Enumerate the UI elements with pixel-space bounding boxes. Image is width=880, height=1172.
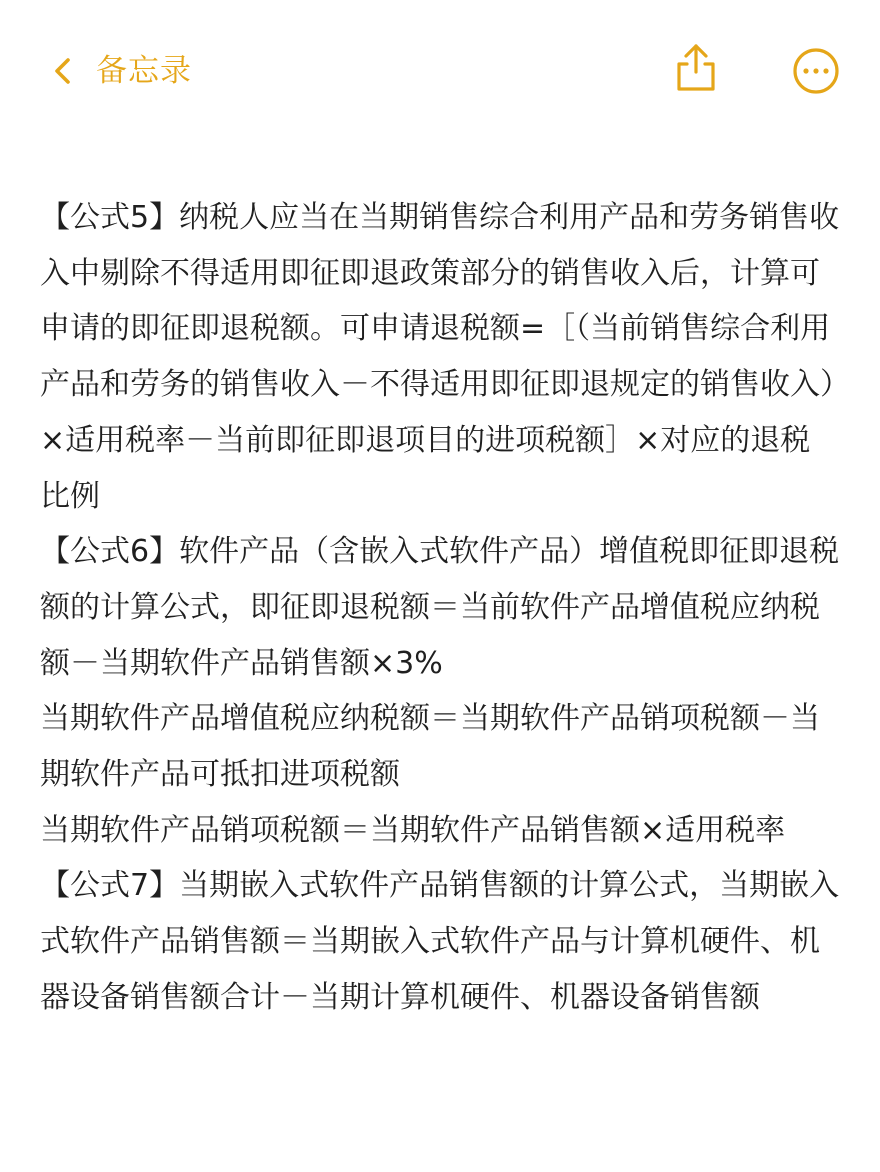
more-icon[interactable] [792,47,840,95]
note-paragraph-output-tax-payable: 当期软件产品增值税应纳税额＝当期软件产品销项税额－当期软件产品可抵扣进项税额 [40,701,820,793]
share-icon[interactable] [672,42,720,94]
note-paragraph-output-tax: 当期软件产品销项税额＝当期软件产品销售额×适用税率 [40,812,786,848]
chevron-left-icon [48,56,78,86]
note-paragraph-formula-7: 【公式7】当期嵌入式软件产品销售额的计算公式，当期嵌入式软件产品销售额＝当期嵌入式软件产品与计算机硬件、机器设备销售额合计－当期计算机硬件、机器设备销售额 [40,868,840,1015]
note-paragraph-formula-5: 【公式5】纳税人应当在当期销售综合利用产品和劳务销售收入中剔除不得适用即征即退政策部分的销售收入后，计算可申请的即征即退税额。可申请退税额=［（当前销售综合利用产品和劳务的销售收入－不得适用即征即退规定的销售收入）×适用税率－当前即征即退项目的进项税额］×对应的退税比例 [40,200,840,514]
back-button[interactable] [48,46,192,96]
back-label: 备忘录 [96,53,192,89]
note-content[interactable] [40,190,840,1026]
note-paragraph-formula-6: 【公式6】软件产品（含嵌入式软件产品）增值税即征即退税额的计算公式，即征即退税额＝当前软件产品增值税应纳税额－当期软件产品销售额×3% [40,534,840,681]
navigation-bar [0,0,880,140]
